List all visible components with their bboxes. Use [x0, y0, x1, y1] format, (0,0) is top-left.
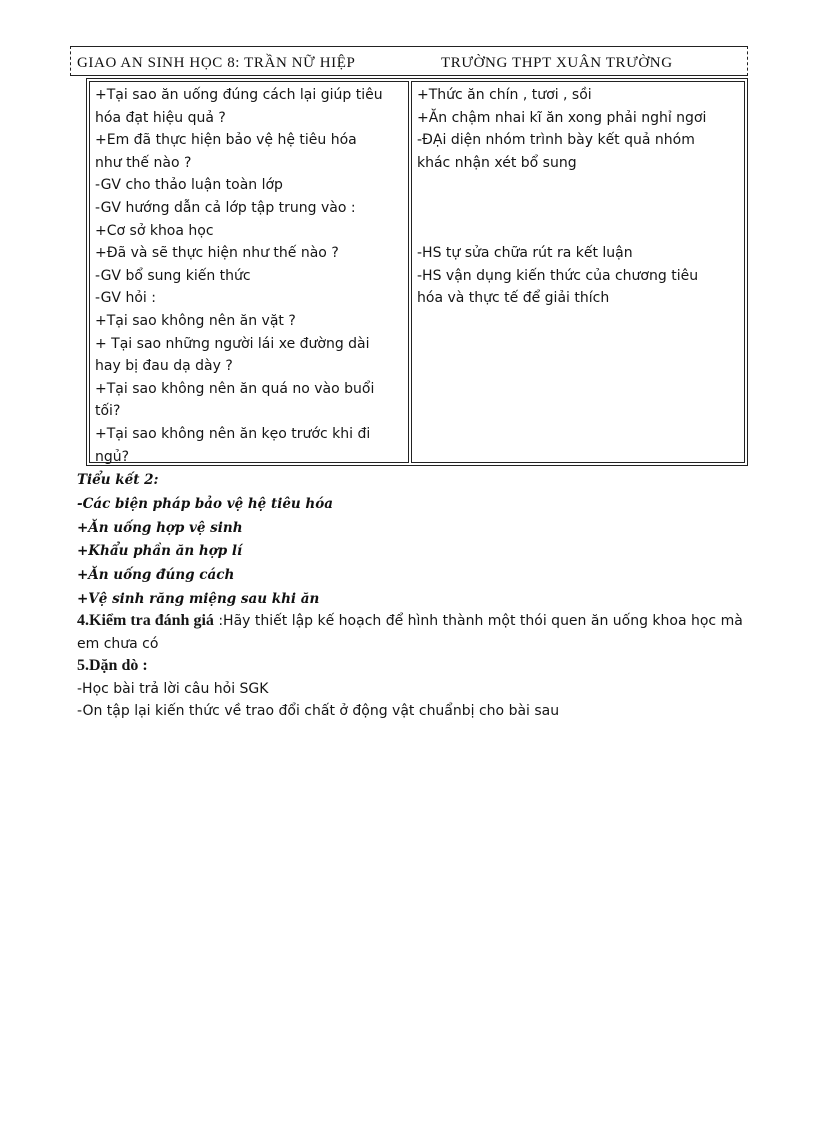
section-number: 5. [77, 657, 89, 675]
table-line: +Cơ sở khoa học [95, 222, 214, 239]
section-number: 4. [77, 612, 89, 629]
header-author: GIAO AN SINH HỌC 8: TRẦN NỮ HIỆP [77, 55, 356, 71]
homework-item: -On tập lại kiến thức về trao đổi chất ở động vật chuẩnbị cho bài sau [77, 703, 560, 720]
summary-block [77, 469, 757, 612]
column-spacer [417, 174, 740, 242]
section-assessment [77, 610, 747, 655]
section-homework [77, 655, 747, 678]
table-line: -GV cho thảo luận toàn lớp [95, 177, 283, 194]
table-line: hóa đạt hiệu quả ? [95, 109, 226, 126]
summary-item: +Khẩu phần ăn hợp lí [77, 543, 243, 560]
header-school: TRƯỜNG THPT XUÂN TRƯỜNG [441, 55, 673, 71]
table-line: +Đã và sẽ thực hiện như thế nào ? [95, 245, 339, 262]
homework-item: -Học bài trả lời câu hỏi SGK [77, 680, 269, 697]
section-title: Kiểm tra đánh giá [89, 612, 214, 629]
table-line: như thế nào ? [95, 154, 192, 171]
table-line: -HS tự sửa chữa rút ra kết luận [417, 245, 633, 262]
section-text: :Hãy thiết lập kế hoạch để hình thành một thói quen ăn uống khoa học mà em chưa có [77, 613, 743, 652]
summary-item: +Vệ sinh răng miệng sau khi ăn [77, 590, 320, 607]
summary-item: +Ăn uống đúng cách [77, 567, 235, 584]
section-title: Dặn dò : [89, 657, 148, 675]
lesson-closing [77, 610, 747, 723]
page-header [70, 46, 748, 76]
table-line: +Ăn chậm nhai kĩ ăn xong phải nghỉ ngơi [417, 109, 707, 126]
table-line: hay bị đau dạ dày ? [95, 358, 233, 375]
table-line: -GV hướng dẫn cả lớp tập trung vào : [95, 199, 356, 216]
table-line: + Tại sao những người lái xe đường dài [95, 335, 370, 352]
table-line: ngủ? [95, 448, 130, 465]
table-line: +Thức ăn chín , tươi , sồi [417, 87, 592, 103]
teacher-activity-column [89, 81, 409, 463]
table-line: +Em đã thực hiện bảo vệ hệ tiêu hóa [95, 132, 357, 149]
table-line: +Tại sao không nên ăn kẹo trước khi đi [95, 425, 371, 442]
table-line: -HS vận dụng kiến thức của chương tiêu [417, 267, 699, 284]
table-line: -ĐẠi diện nhóm trình bày kết quả nhóm [417, 132, 695, 149]
table-line: -GV hỏi : [95, 290, 156, 307]
summary-item: +Ăn uống hợp vệ sinh [77, 519, 243, 536]
table-line: tối? [95, 403, 121, 420]
table-line: +Tại sao không nên ăn vặt ? [95, 312, 296, 329]
table-line: hóa và thực tế để giải thích [417, 290, 610, 307]
summary-title: Tiểu kết 2: [77, 472, 159, 488]
table-line: +Tại sao ăn uống đúng cách lại giúp tiêu [95, 87, 383, 103]
activity-table [86, 78, 748, 466]
student-activity-column [411, 81, 745, 463]
summary-item: -Các biện pháp bảo vệ hệ tiêu hóa [77, 495, 333, 512]
table-line: -GV bổ sung kiến thức [95, 267, 251, 284]
table-line: +Tại sao không nên ăn quá no vào buổi [95, 380, 375, 397]
table-line: khác nhận xét bổ sung [417, 154, 577, 171]
